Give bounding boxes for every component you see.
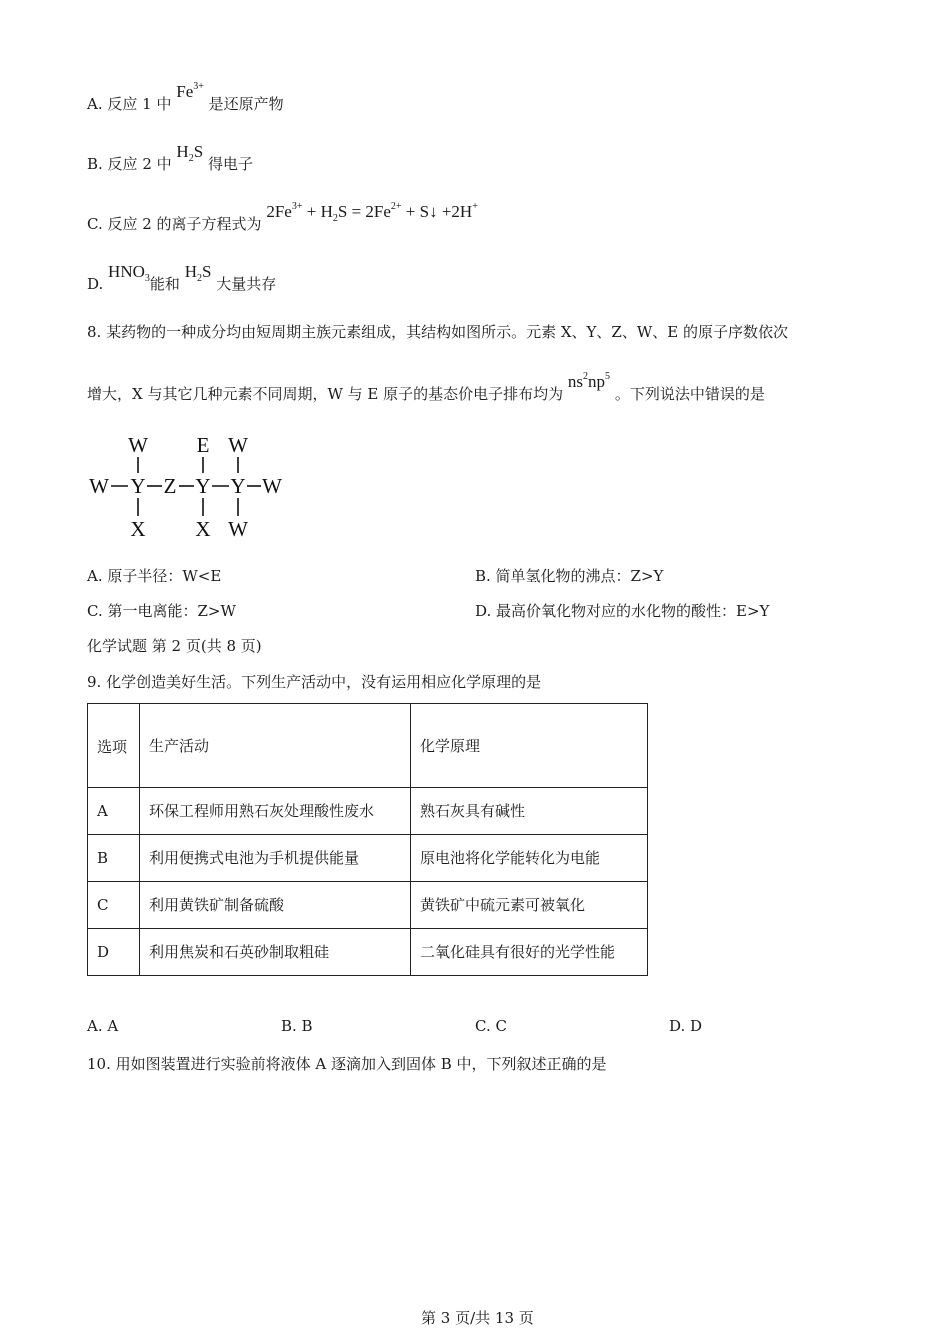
struct-chain-y-1: Y [130,474,146,498]
table-cell-option: C [88,882,140,929]
struct-chain-y-3: Y [230,474,246,498]
q8-line2-pre: 增大，X 与其它几种元素不同周期，W 与 E 原子的基态价电子排布均为 [87,385,564,403]
table-row [88,788,648,835]
table-cell-option: A [88,788,140,835]
table-row [88,882,648,929]
q8-structure-diagram [88,432,298,544]
q7-option-b-suffix: 得电子 [207,155,253,173]
table-cell-activity: 利用便携式电池为手机提供能量 [140,835,411,882]
page-footer: 第 3 页/共 13 页 [421,1309,534,1327]
q7-option-a-suffix: 是还原产物 [208,95,284,113]
q10-question: 10. 用如图装置进行实验前将液体 A 逐滴加入到固体 B 中，下列叙述正确的是 [87,1055,607,1073]
q7-option-d [87,262,277,294]
struct-chain-y-2: Y [195,474,211,498]
table-cell-activity: 环保工程师用熟石灰处理酸性废水 [140,788,411,835]
q9-table [87,703,648,976]
struct-top-w-1: W [128,433,148,457]
table-cell-activity: 利用黄铁矿制备硫酸 [140,882,411,929]
struct-chain-z: Z [163,474,177,498]
q8-option-b: B. 简单氢化物的沸点：Z>Y [475,567,664,585]
q8-option-a: A. 原子半径：W<E [87,567,222,585]
table-header-principle: 化学原理 [411,704,648,788]
table-cell-principle: 黄铁矿中硫元素可被氧化 [411,882,648,929]
q8-option-c: C. 第一电离能：Z>W [87,602,236,620]
table-cell-principle: 熟石灰具有碱性 [411,788,648,835]
q9-option-c: C. C [475,1017,507,1035]
table-header-activity: 生产活动 [140,704,411,788]
struct-bottom-x-1: X [130,517,146,541]
table-row [88,835,648,882]
table-header-row [88,704,648,788]
q7-option-c-equation: $2Fe^{3+} + H_2S = 2Fe^{2+}$ + S↓ +2H+ [266,201,478,224]
q7-option-a-formula: $Fe^{3+}$ [176,81,204,101]
q7-option-d-label: D. [87,275,104,293]
table-header-option: 选项 [88,704,140,788]
q7-option-d-suffix: 大量共存 [216,275,277,293]
q9-question: 9. 化学创造美好生活。下列生产活动中，没有运用相应化学原理的是 [87,673,542,691]
q7-option-a-label: A. 反应 1 中 [87,95,172,113]
q7-option-a [87,81,284,114]
q7-option-c-label: C. 反应 2 的离子方程式为 [87,215,262,233]
table-cell-activity: 利用焦炭和石英砂制取粗硅 [140,929,411,976]
q7-option-b-label: B. 反应 2 中 [87,155,172,173]
struct-top-e: E [196,433,210,457]
q8-option-d: D. 最高价氧化物对应的水化物的酸性：E>Y [475,602,770,620]
q8-line2 [87,371,765,404]
q7-option-d-formula1: $HNO_3$ [108,262,150,284]
q9-option-a: A. A [87,1017,119,1035]
q8-line2-post: 。下列说法中错误的是 [614,385,765,403]
struct-top-w-2: W [228,433,248,457]
q9-option-b: B. B [281,1017,313,1035]
q9-option-d: D. D [669,1017,703,1035]
q8-line1: 8. 某药物的一种成分均由短周期主族元素组成，其结构如图所示。元素 X、Y、Z、W、E 的原子序数依次 [87,323,788,341]
table-cell-option: B [88,835,140,882]
table-cell-option: D [88,929,140,976]
q7-option-d-mid: 能和 [149,275,180,293]
struct-chain-w-right: W [262,474,282,498]
q7-option-b [87,142,253,174]
struct-chain-w-left: W [89,474,109,498]
table-row [88,929,648,976]
struct-bottom-w: W [228,517,248,541]
q7-option-b-formula: $H_2S$ [176,142,204,164]
q8-electron-config: $ns^2np^5$ [567,371,611,391]
q7-option-c [87,201,478,234]
table-cell-principle: 原电池将化学能转化为电能 [411,835,648,882]
table-cell-principle: 二氧化硅具有很好的光学性能 [411,929,648,976]
struct-bottom-x-2: X [195,517,211,541]
inline-page-footer: 化学试题 第 2 页(共 8 页) [87,637,262,655]
q7-option-d-formula2: $H_2S$ [184,262,212,284]
